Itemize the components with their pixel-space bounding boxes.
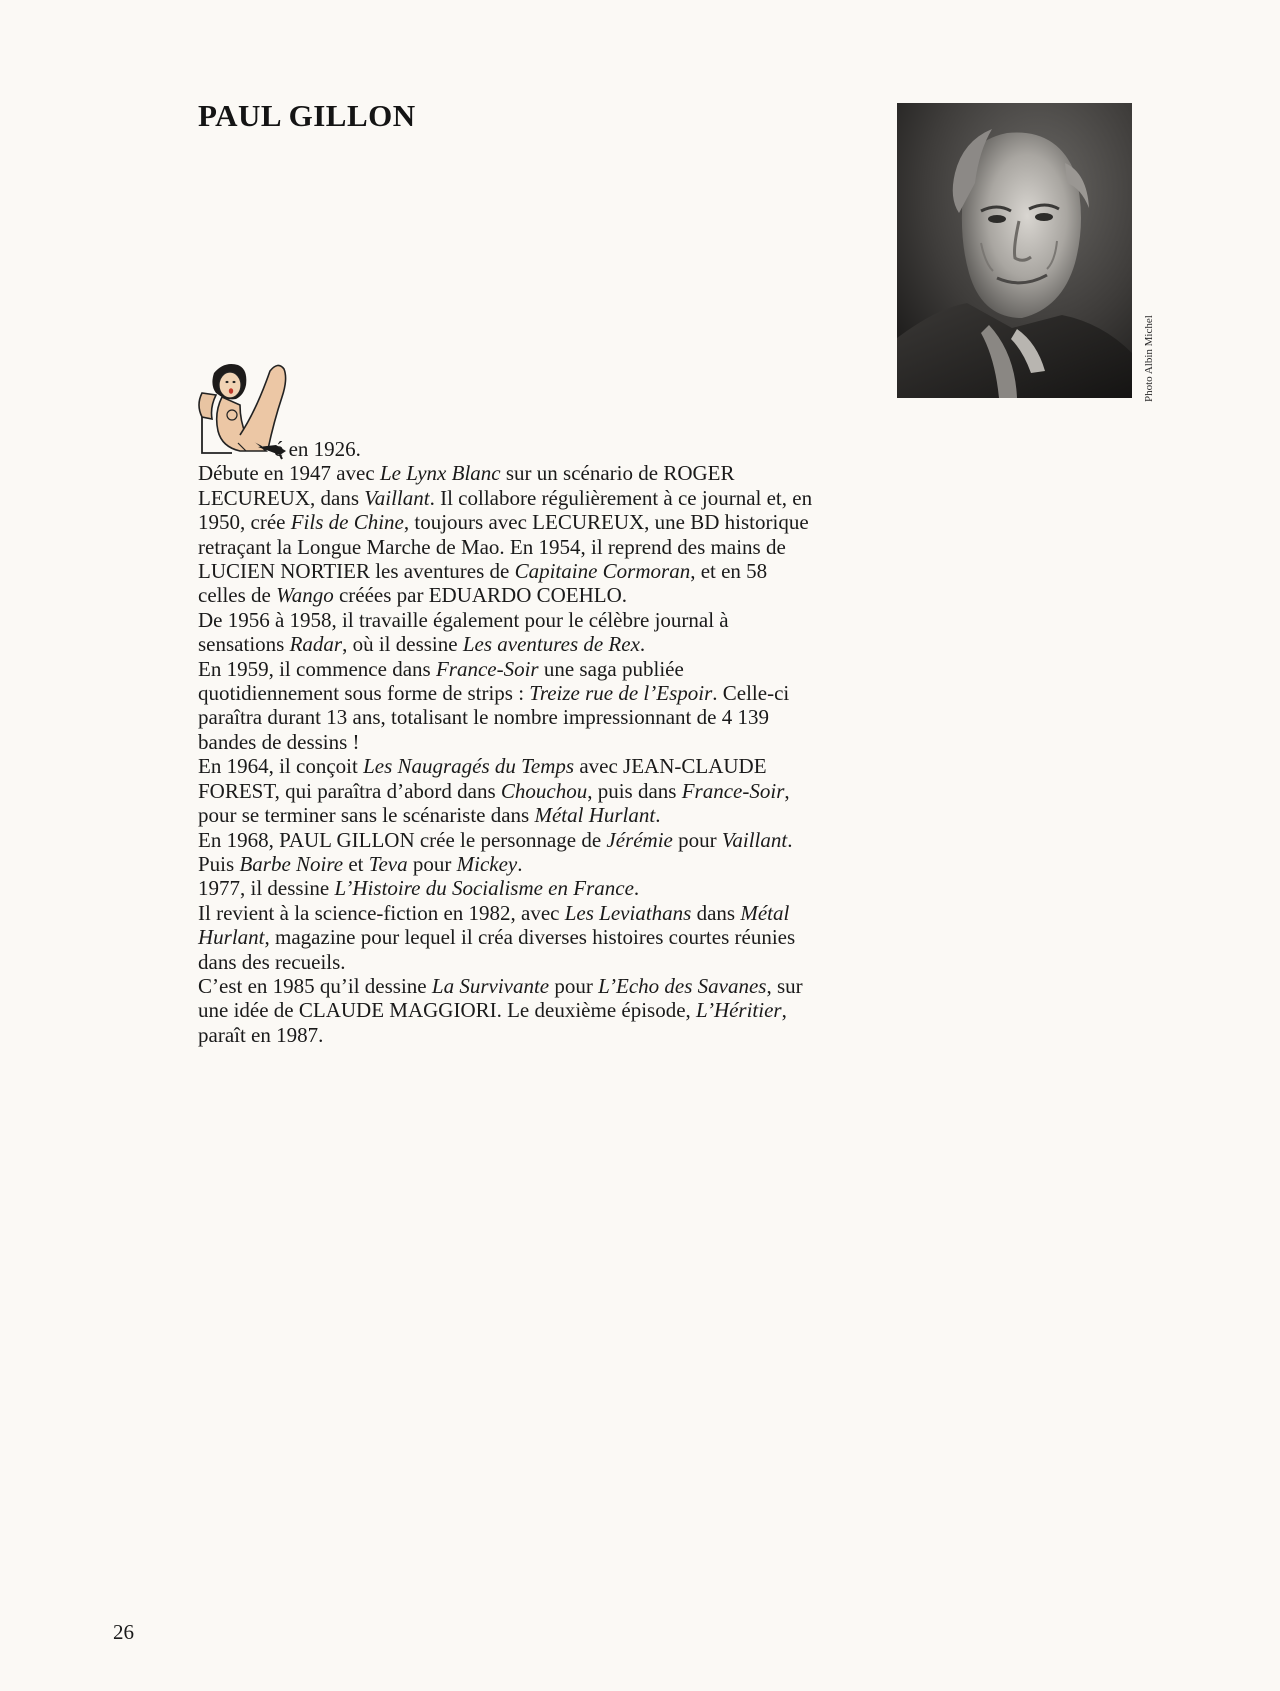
bio-segment: En 1959, il commence dans — [198, 656, 436, 681]
bio-segment: , pour se terminer sans le scénariste dans — [198, 778, 790, 828]
bio-title: Wango — [276, 583, 334, 608]
bio-title: Fils de Chine — [290, 510, 404, 535]
bio-segment: avec JEAN-CLAUDE FOREST, qui paraîtra d’abord dans — [198, 754, 767, 803]
bio-title: Métal Hurlant — [198, 900, 790, 950]
bio-title: Métal Hurlant — [534, 803, 656, 828]
bio-segment: pour — [672, 827, 722, 852]
bio-segment: , toujours avec LECUREUX, une BD historique retraçant la Longue Marche de Mao. En 1954, il reprend des mains de LUCIEN NORTIER les aventures de — [198, 510, 809, 584]
portrait-photo — [897, 103, 1132, 398]
bio-paragraph — [198, 901, 818, 974]
bio-title: L’Echo des Savanes — [598, 973, 767, 998]
bio-segment: . Il collabore régulièrement à ce journal et, en 1950, crée — [198, 485, 813, 535]
bio-segment: De 1956 à 1958, il travaille également pour le célèbre journal à sensations — [198, 607, 729, 657]
bio-title: La Survivante — [431, 973, 550, 998]
bio-paragraph — [198, 437, 818, 461]
bio-paragraph — [198, 754, 818, 827]
bio-segment: , magazine pour lequel il créa diverses histoires courtes réunies dans des recueils. — [198, 925, 796, 974]
bio-title: France-Soir — [435, 656, 539, 681]
bio-paragraph — [198, 608, 818, 657]
bio-segment: . Celle-ci paraîtra durant 13 ans, totalisant le nombre impressionnant de 4 139 bandes de dessins ! — [198, 681, 790, 754]
bio-segment: Débute en 1947 avec — [198, 461, 380, 486]
bio-segment: En 1964, il conçoit — [198, 754, 364, 779]
bio-title: Le Lynx Blanc — [379, 461, 501, 486]
biography-text — [198, 437, 818, 1047]
bio-segment: , et en 58 celles de — [198, 559, 768, 608]
bio-title: Vaillant — [721, 827, 788, 852]
bio-segment: pour — [549, 973, 599, 998]
bio-paragraph — [198, 876, 818, 900]
bio-segment: et — [343, 851, 369, 876]
page-number: 26 — [113, 1620, 134, 1644]
bio-title: Capitaine Cormoran — [514, 559, 691, 584]
bio-segment: , sur une idée de CLAUDE MAGGIORI. Le deuxième épisode, — [198, 973, 803, 1023]
bio-title: France-Soir — [681, 778, 785, 803]
bio-title: Les Leviathans — [564, 900, 692, 925]
bio-segment: , où il dessine — [342, 632, 463, 657]
bio-segment: , paraît en 1987. — [198, 998, 787, 1047]
bio-segment: . — [517, 851, 523, 876]
bio-segment: pour — [407, 851, 457, 876]
bio-segment: . — [633, 876, 640, 901]
bio-segment: , puis dans — [587, 778, 682, 803]
bio-segment: dans — [691, 900, 741, 925]
bio-title: Treize rue de l’Espoir — [529, 681, 713, 706]
photo-credit: Photo Albin Michel — [1143, 315, 1155, 402]
bio-segment: C’est en 1985 qu’il dessine — [198, 973, 432, 998]
bio-title: Mickey — [456, 851, 518, 876]
bio-paragraph — [198, 974, 818, 1047]
bio-title: Teva — [368, 851, 408, 876]
bio-segment: une saga publiée quotidiennement sous forme de strips : — [198, 656, 684, 706]
bio-segment: En 1968, PAUL GILLON crée le personnage de — [198, 827, 607, 852]
bio-segment: . Puis — [198, 827, 793, 876]
bio-title: Chouchou — [500, 778, 588, 803]
bio-title: Les Naugragés du Temps — [363, 754, 575, 779]
bio-title: L’Histoire du Socialisme en France — [334, 876, 634, 901]
page-title: PAUL GILLON — [198, 98, 416, 133]
bio-title: Radar — [289, 632, 343, 657]
bio-title: Les aventures de Rex — [462, 632, 640, 657]
bio-paragraph — [198, 461, 818, 607]
bio-segment: é en 1926. — [274, 437, 361, 461]
bio-segment: . — [639, 632, 646, 657]
bio-segment: . — [655, 803, 661, 828]
bio-segment: 1977, il dessine — [198, 876, 335, 901]
bio-segment: Il revient à la science-fiction en 1982, avec — [198, 900, 565, 925]
bio-title: Barbe Noire — [239, 851, 344, 876]
bio-paragraph — [198, 657, 818, 755]
bio-segment: sur un scénario de ROGER LECUREUX, dans — [198, 461, 735, 510]
bio-title: L’Héritier — [696, 998, 782, 1023]
bio-segment: créées par EDUARDO COEHLO. — [333, 583, 628, 608]
bio-paragraph — [198, 828, 818, 877]
bio-title: Jérémie — [606, 827, 673, 852]
bio-title: Vaillant — [364, 485, 430, 510]
